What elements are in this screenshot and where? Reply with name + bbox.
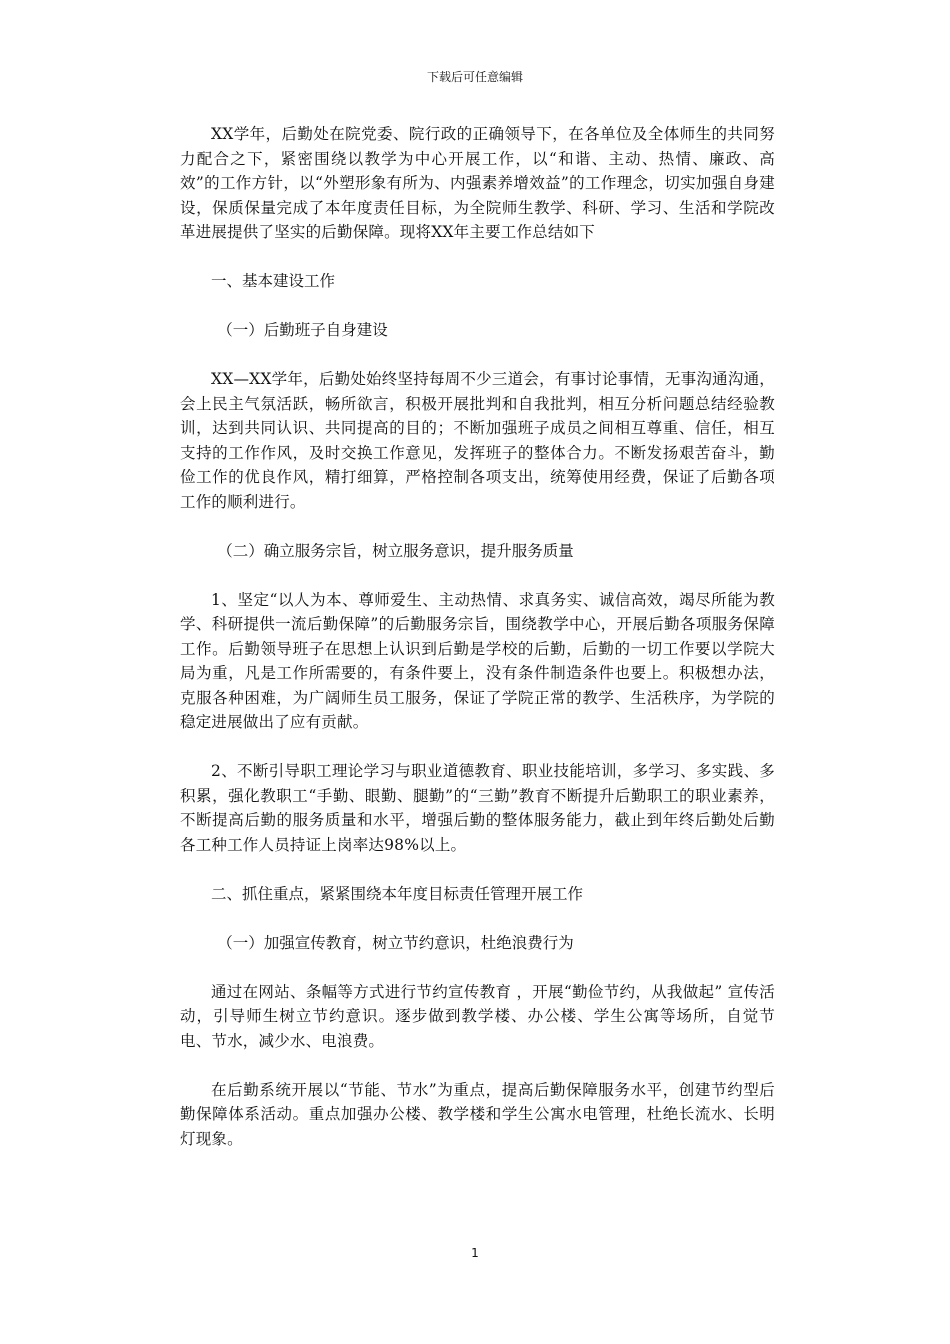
section-1-sub-2-item-1: 1、坚定“以人为本、尊师爱生、主动热情、求真务实、诚信高效，竭尽所能为教学、科研提供一流后勤保障”的后勤服务宗旨，围绕教学中心，开展后勤各项服务保障工作。后勤领导班子在思想上认识到后勤是学校的后勤，后勤的一切工作要以学院大局为重，凡是工作所需要的，有条件要上，没有条件制造条件也要上。积极想办法，克服各种困难，为广阔师生员工服务，保证了学院正常的教学、生活秩序，为学院的稳定进展做出了应有贡献。 [180, 590, 775, 731]
document-body [180, 122, 775, 1176]
intro-paragraph: XX学年，后勤处在院党委、院行政的正确领导下，在各单位及全体师生的共同努力配合之下，紧密围绕以教学为中心开展工作，以“和谐、主动、热情、廉政、高效”的工作方针，以“外塑形象有所为、内强素养增效益”的工作理念，切实加强自身建设，保质保量完成了本年度责任目标，为全院师生教学、科研、学习、生活和学院改革进展提供了坚实的后勤保障。现将XX年主要工作总结如下 [180, 125, 775, 241]
section-2-sub-1-title: （一）加强宣传教育，树立节约意识，杜绝浪费行为 [217, 933, 574, 952]
section-1-sub-2-title: （二）确立服务宗旨，树立服务意识，提升服务质量 [217, 541, 574, 560]
page-header-note: 下载后可任意编辑 [426, 70, 523, 84]
section-2-title: 二、抓住重点，紧紧围绕本年度目标责任管理开展工作 [211, 884, 584, 903]
section-1-sub-1-title: （一）后勤班子自身建设 [217, 321, 388, 339]
section-1-title: 一、基本建设工作 [211, 272, 336, 290]
section-1-sub-2-item-2: 2、不断引导职工理论学习与职业道德教育、职业技能培训，多学习、多实践、多积累，强化教职工“手勤、眼勤、腿勤”的“三勤”教育不断提升后勤职工的职业素养，不断提高后勤的服务质量和水平，增强后勤的整体服务能力，截止到年终后勤处后勤各工种工作人员持证上岗率达98%以上。 [180, 762, 775, 854]
section-2-sub-1-paragraph-1: 通过在网站、条幅等方式进行节约宣传教育 ，开展“勤俭节约，从我做起” 宣传活动，引导师生树立节约意识。逐步做到教学楼、办公楼、学生公寓等场所，自觉节电、节水，减少水、电浪费。 [180, 982, 775, 1050]
section-2-sub-1-paragraph-2: 在后勤系统开展以“节能、节水”为重点，提高后勤保障服务水平，创建节约型后勤保障体系活动。重点加强办公楼、教学楼和学生公寓水电管理，杜绝长流水、长明灯现象。 [180, 1080, 775, 1148]
page-number: 1 [471, 1246, 479, 1260]
section-1-sub-1-paragraph: XX—XX学年，后勤处始终坚持每周不少三道会，有事讨论事情，无事沟通沟通，会上民主气氛活跃，畅所欲言，积极开展批判和自我批判，相互分析问题总结经验教训，达到共同认识、共同提高的目的；不断加强班子成员之间相互尊重、信任，相互支持的工作作风，及时交换工作意见，发挥班子的整体合力。不断发扬艰苦奋斗，勤俭工作的优良作风，精打细算，严格控制各项支出，统筹使用经费，保证了后勤各项工作的顺利进行。 [180, 370, 775, 511]
